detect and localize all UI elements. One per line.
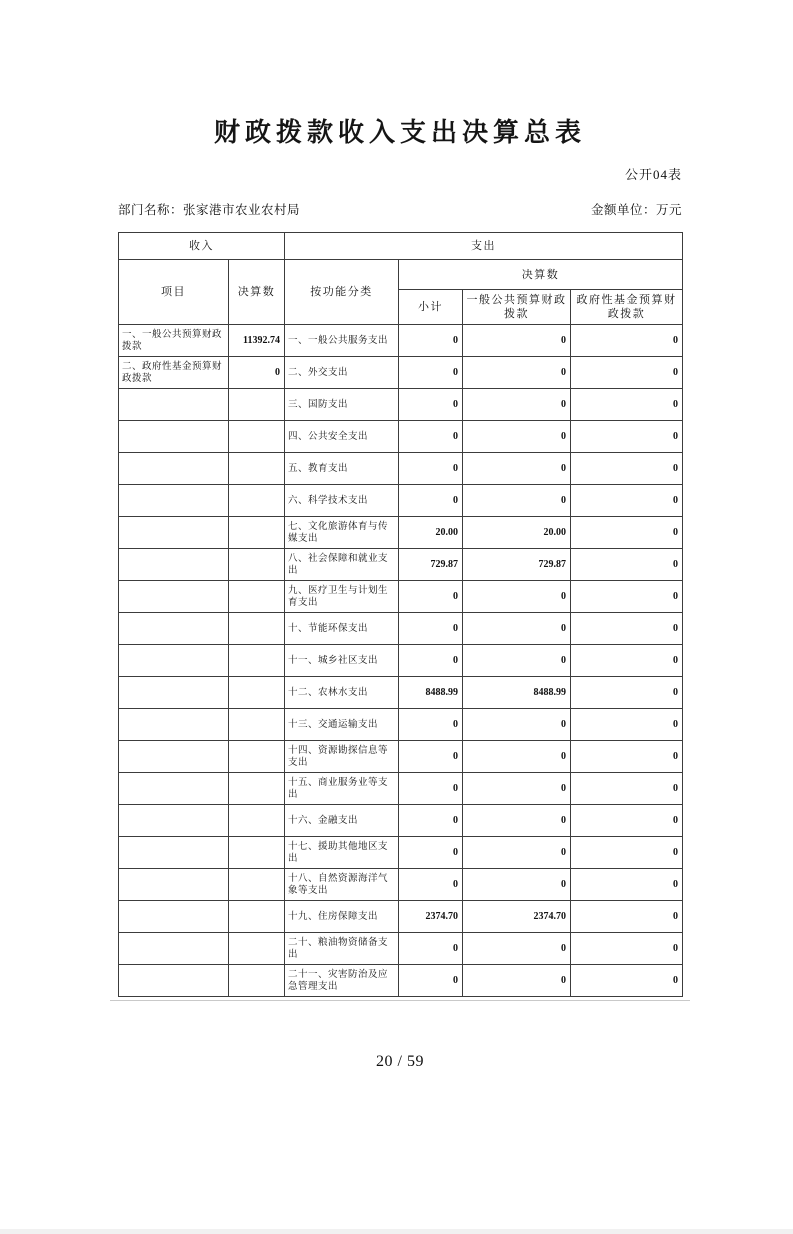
expense-general-budget-cell: 0 — [463, 357, 571, 389]
table-row — [119, 549, 683, 581]
expense-item-cell: 二十一、灾害防治及应急管理支出 — [285, 965, 399, 997]
income-amount-cell — [229, 645, 285, 677]
expense-general-budget-cell: 0 — [463, 325, 571, 357]
table-row — [119, 357, 683, 389]
table-row — [119, 517, 683, 549]
table-row — [119, 965, 683, 997]
expense-general-budget-cell: 2374.70 — [463, 901, 571, 933]
income-amount-cell — [229, 677, 285, 709]
income-item-cell — [119, 677, 229, 709]
income-amount-cell — [229, 581, 285, 613]
expense-general-budget-cell: 0 — [463, 389, 571, 421]
expense-gov-fund-cell: 0 — [571, 869, 683, 901]
expense-subtotal-cell: 0 — [399, 581, 463, 613]
page-number: 20 / 59 — [376, 1053, 424, 1070]
table-row — [119, 485, 683, 517]
income-item-cell — [119, 613, 229, 645]
income-item-cell — [119, 453, 229, 485]
income-amount-cell — [229, 613, 285, 645]
expense-general-budget-cell: 0 — [463, 645, 571, 677]
expense-item-cell: 五、教育支出 — [285, 453, 399, 485]
expense-gov-fund-cell: 0 — [571, 741, 683, 773]
expense-item-cell: 十四、资源勘探信息等支出 — [285, 741, 399, 773]
income-amount-cell — [229, 453, 285, 485]
table-row — [119, 421, 683, 453]
expense-general-budget-cell: 0 — [463, 773, 571, 805]
table-row — [119, 645, 683, 677]
income-amount-cell — [229, 485, 285, 517]
expense-general-budget-cell: 0 — [463, 741, 571, 773]
expense-gov-fund-cell: 0 — [571, 517, 683, 549]
header-income-group: 收入 — [119, 233, 285, 260]
income-amount-cell — [229, 773, 285, 805]
income-item-cell — [119, 421, 229, 453]
expense-item-cell: 十三、交通运输支出 — [285, 709, 399, 741]
expense-general-budget-cell: 0 — [463, 581, 571, 613]
header-general-budget: 一般公共预算财政拨款 — [463, 290, 571, 325]
expense-subtotal-cell: 0 — [399, 869, 463, 901]
expense-item-cell: 十八、自然资源海洋气象等支出 — [285, 869, 399, 901]
income-amount-cell — [229, 869, 285, 901]
table-row — [119, 933, 683, 965]
expense-gov-fund-cell: 0 — [571, 325, 683, 357]
expense-gov-fund-cell: 0 — [571, 645, 683, 677]
expense-general-budget-cell: 0 — [463, 453, 571, 485]
income-amount-cell: 0 — [229, 357, 285, 389]
form-number-label: 公开04表 — [624, 167, 682, 182]
expense-item-cell: 十九、住房保障支出 — [285, 901, 399, 933]
expense-subtotal-cell: 0 — [399, 357, 463, 389]
expense-item-cell: 四、公共安全支出 — [285, 421, 399, 453]
expense-subtotal-cell: 20.00 — [399, 517, 463, 549]
header-expense-amount-group: 决算数 — [399, 260, 683, 290]
expense-item-cell: 二十、粮油物资储备支出 — [285, 933, 399, 965]
expense-item-cell: 一、一般公共服务支出 — [285, 325, 399, 357]
income-item-cell — [119, 709, 229, 741]
income-item-cell: 二、政府性基金预算财政拨款 — [119, 357, 229, 389]
income-item-cell — [119, 933, 229, 965]
income-item-cell — [119, 741, 229, 773]
income-item-cell — [119, 485, 229, 517]
expense-gov-fund-cell: 0 — [571, 357, 683, 389]
table-shadow-line — [110, 1000, 690, 1001]
expense-item-cell: 十二、农林水支出 — [285, 677, 399, 709]
income-amount-cell — [229, 805, 285, 837]
income-item-cell — [119, 773, 229, 805]
income-item-cell — [119, 517, 229, 549]
expense-gov-fund-cell: 0 — [571, 901, 683, 933]
expense-general-budget-cell: 0 — [463, 933, 571, 965]
header-expense-function: 按功能分类 — [285, 260, 399, 325]
document-page — [118, 112, 682, 1071]
header-expense-group: 支出 — [285, 233, 683, 260]
expense-item-cell: 十六、金融支出 — [285, 805, 399, 837]
expense-general-budget-cell: 0 — [463, 709, 571, 741]
expense-item-cell: 九、医疗卫生与计划生育支出 — [285, 581, 399, 613]
header-income-amount: 决算数 — [229, 260, 285, 325]
page-title: 财政拨款收入支出决算总表 — [213, 118, 586, 147]
expense-gov-fund-cell: 0 — [571, 677, 683, 709]
expense-subtotal-cell: 0 — [399, 421, 463, 453]
expense-general-budget-cell: 0 — [463, 485, 571, 517]
fiscal-appropriation-table — [118, 232, 683, 997]
expense-subtotal-cell: 0 — [399, 453, 463, 485]
table-row — [119, 773, 683, 805]
expense-general-budget-cell: 0 — [463, 869, 571, 901]
expense-gov-fund-cell: 0 — [571, 965, 683, 997]
expense-subtotal-cell: 0 — [399, 485, 463, 517]
income-item-cell: 一、一般公共预算财政拨款 — [119, 325, 229, 357]
expense-general-budget-cell: 8488.99 — [463, 677, 571, 709]
expense-subtotal-cell: 0 — [399, 709, 463, 741]
expense-subtotal-cell: 0 — [399, 805, 463, 837]
header-gov-fund-budget: 政府性基金预算财政拨款 — [571, 290, 683, 325]
expense-item-cell: 十一、城乡社区支出 — [285, 645, 399, 677]
expense-general-budget-cell: 0 — [463, 805, 571, 837]
table-body — [119, 325, 683, 997]
income-item-cell — [119, 581, 229, 613]
expense-subtotal-cell: 0 — [399, 837, 463, 869]
expense-item-cell: 十、节能环保支出 — [285, 613, 399, 645]
table-row — [119, 837, 683, 869]
expense-gov-fund-cell: 0 — [571, 805, 683, 837]
expense-item-cell: 三、国防支出 — [285, 389, 399, 421]
table-row — [119, 805, 683, 837]
income-amount-cell — [229, 901, 285, 933]
expense-item-cell: 六、科学技术支出 — [285, 485, 399, 517]
meta-row — [118, 200, 682, 218]
income-item-cell — [119, 965, 229, 997]
income-item-cell — [119, 549, 229, 581]
income-item-cell — [119, 805, 229, 837]
expense-gov-fund-cell: 0 — [571, 837, 683, 869]
amount-unit-label: 金额单位：万元 — [590, 203, 682, 217]
expense-subtotal-cell: 0 — [399, 389, 463, 421]
expense-gov-fund-cell: 0 — [571, 389, 683, 421]
expense-general-budget-cell: 729.87 — [463, 549, 571, 581]
income-item-cell — [119, 901, 229, 933]
expense-subtotal-cell: 0 — [399, 645, 463, 677]
department-name-label: 部门名称：张家港市农业农村局 — [118, 203, 301, 217]
expense-subtotal-cell: 0 — [399, 773, 463, 805]
table-row — [119, 709, 683, 741]
income-amount-cell — [229, 421, 285, 453]
table-header — [119, 233, 683, 325]
expense-subtotal-cell: 729.87 — [399, 549, 463, 581]
table-row — [119, 901, 683, 933]
expense-gov-fund-cell: 0 — [571, 421, 683, 453]
expense-item-cell: 十七、援助其他地区支出 — [285, 837, 399, 869]
expense-gov-fund-cell: 0 — [571, 773, 683, 805]
expense-subtotal-cell: 0 — [399, 613, 463, 645]
income-item-cell — [119, 645, 229, 677]
income-amount-cell — [229, 933, 285, 965]
table-row — [119, 325, 683, 357]
expense-subtotal-cell: 0 — [399, 965, 463, 997]
income-amount-cell: 11392.74 — [229, 325, 285, 357]
expense-item-cell: 二、外交支出 — [285, 357, 399, 389]
table-row — [119, 453, 683, 485]
income-amount-cell — [229, 965, 285, 997]
header-subtotal: 小计 — [399, 290, 463, 325]
table-row — [119, 741, 683, 773]
header-income-item: 项目 — [119, 260, 229, 325]
expense-general-budget-cell: 0 — [463, 421, 571, 453]
expense-general-budget-cell: 20.00 — [463, 517, 571, 549]
income-item-cell — [119, 869, 229, 901]
expense-gov-fund-cell: 0 — [571, 485, 683, 517]
expense-subtotal-cell: 2374.70 — [399, 901, 463, 933]
expense-gov-fund-cell: 0 — [571, 613, 683, 645]
table-row — [119, 389, 683, 421]
income-amount-cell — [229, 837, 285, 869]
income-amount-cell — [229, 709, 285, 741]
expense-gov-fund-cell: 0 — [571, 709, 683, 741]
income-amount-cell — [229, 741, 285, 773]
table-row — [119, 581, 683, 613]
expense-subtotal-cell: 0 — [399, 741, 463, 773]
expense-subtotal-cell: 0 — [399, 933, 463, 965]
expense-gov-fund-cell: 0 — [571, 453, 683, 485]
income-amount-cell — [229, 549, 285, 581]
income-amount-cell — [229, 517, 285, 549]
expense-subtotal-cell: 0 — [399, 325, 463, 357]
expense-subtotal-cell: 8488.99 — [399, 677, 463, 709]
expense-general-budget-cell: 0 — [463, 965, 571, 997]
expense-general-budget-cell: 0 — [463, 613, 571, 645]
table-row — [119, 869, 683, 901]
income-item-cell — [119, 389, 229, 421]
income-amount-cell — [229, 389, 285, 421]
page-bottom-strip — [0, 1229, 793, 1234]
expense-gov-fund-cell: 0 — [571, 549, 683, 581]
expense-item-cell: 七、文化旅游体育与传媒支出 — [285, 517, 399, 549]
income-item-cell — [119, 837, 229, 869]
expense-general-budget-cell: 0 — [463, 837, 571, 869]
table-row — [119, 613, 683, 645]
expense-gov-fund-cell: 0 — [571, 581, 683, 613]
expense-item-cell: 八、社会保障和就业支出 — [285, 549, 399, 581]
table-row — [119, 677, 683, 709]
expense-item-cell: 十五、商业服务业等支出 — [285, 773, 399, 805]
expense-gov-fund-cell: 0 — [571, 933, 683, 965]
